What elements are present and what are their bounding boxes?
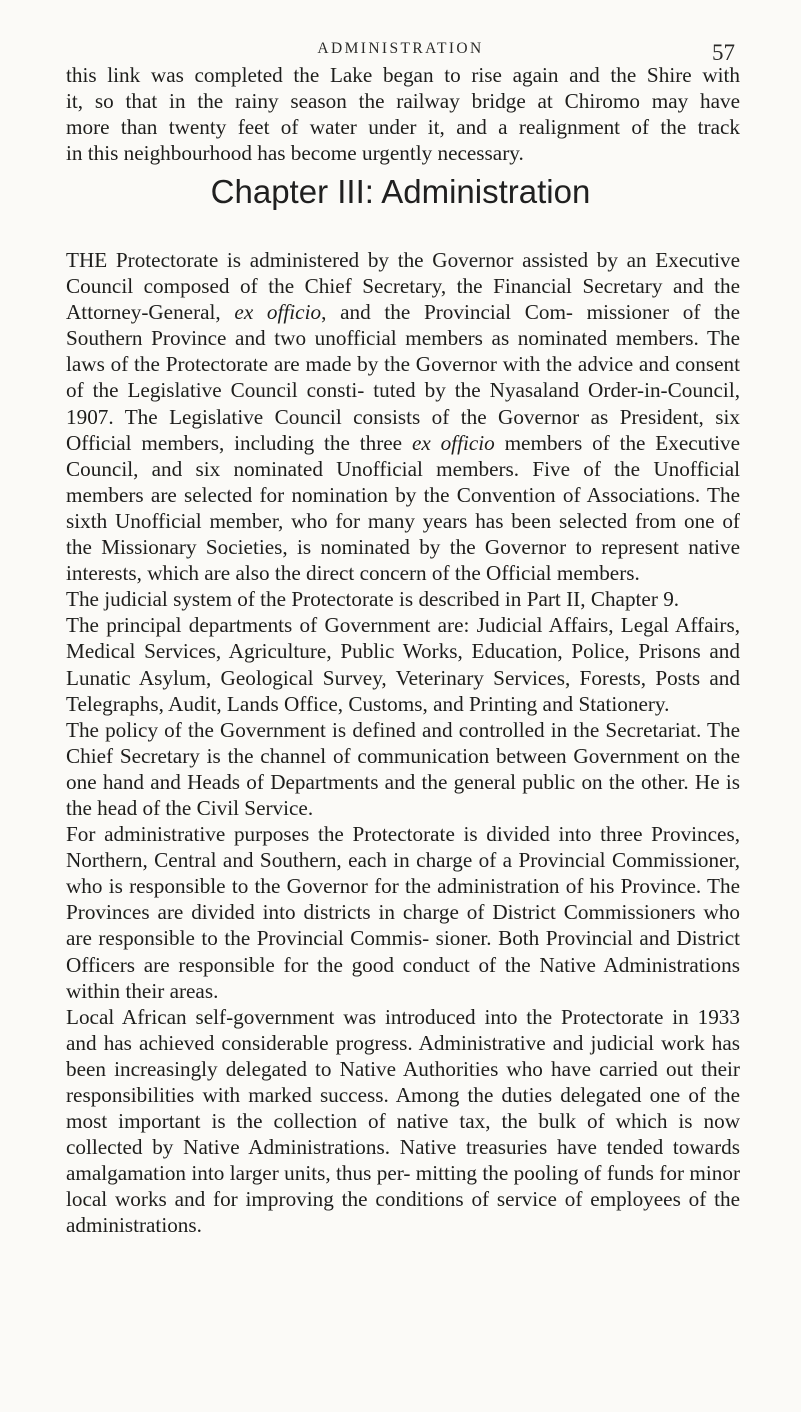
- paragraph-text: The principal departments of Government are: Judicial Affairs, Legal Affairs, Medical Services, Agriculture, Public Works, Education, Police, Prisons and Lunatic Asylum, Geological Survey, Veterinary Services, Forests, Posts and Telegraphs, Audit, Lands Office, Customs, and Printing and Stationery.: [66, 613, 740, 716]
- paragraph-text: The judicial system of the Protectorate is described in Part II, Chapter 9.: [66, 587, 680, 612]
- continuation-line: it, so that in the rainy season the railway bridge at Chiromo may have: [66, 89, 740, 114]
- chapter-body: [66, 247, 740, 1239]
- page-number: 57: [712, 40, 735, 65]
- paragraph-text: For administrative purposes the Protectorate is divided into three Provinces, Northern, Central and Southern, each in charge of a Provincial Commissioner, who is responsible to the Governor for the administration of his Province. The Provinces are divided into districts in charge of District Commissioners who are responsible to the Provincial Commis- sioner. Both Provincial and District Officers are responsible for the good conduct of the Native Administrations within their areas.: [66, 822, 740, 1003]
- continuation-line: this link was completed the Lake began to rise again and the Shire with: [66, 63, 740, 87]
- paragraph-text: The policy of the Government is defined and controlled in the Secretariat. The Chief Secretary is the channel of communication between Government on the one hand and Heads of Departments and the general public on the other. He is the head of the Civil Service.: [66, 717, 740, 820]
- body-paragraph: [66, 717, 740, 821]
- paragraph-text: THE Protectorate is administered by the Governor assisted by an Executive Council composed of the Chief Secretary, the Financial Secretary and the Attorney-General,: [66, 248, 740, 325]
- body-paragraph: [66, 586, 740, 612]
- continuation-line: more than twenty feet of water under it, and a realignment of the track: [66, 115, 740, 140]
- italic-phrase: ex officio: [411, 430, 495, 455]
- body-paragraph: [66, 1004, 740, 1239]
- running-head: ADMINISTRATION: [317, 40, 484, 57]
- body-paragraph: [66, 821, 740, 1004]
- paragraph-text: members of the Executive Council, and six nominated Unofficial members. Five of the Unofficial members are selected for nomination by the Convention of Associations. The sixth Unofficial member, who for many years has been selected from one of the Missionary Societies, is nominated by the Governor to represent native interests, which are also the direct concern of the Official members.: [66, 430, 741, 586]
- paragraph-text: Local African self-government was introduced into the Protectorate in 1933 and has achieved considerable progress. Administrative and judicial work has been increasingly delegated to Native Authorities who have carried out their responsibilities with marked success. Among the duties delegated one of the most important is the collection of native tax, the bulk of which is now collected by Native Administrations. Native treasuries have tended towards amalgamation into larger units, thus per- mitting the pooling of funds for minor local works and for improving the conditions of service of employees of the administrations.: [66, 1004, 740, 1238]
- continuation-line: in this neighbourhood has become urgently necessary.: [66, 141, 524, 166]
- continuation-paragraph: [66, 62, 740, 166]
- paragraph-text: , and the Provincial Com- missioner of the Southern Province and two unofficial members as nominated members. The laws of the Protectorate are made by the Governor with the advice and consent of the Legislative Council consti- tuted by the Nyasaland Order-in-Council, 1907. The Legislative Council consists of the Governor as President, six Official members, including the three: [66, 300, 740, 455]
- chapter-title: Chapter III: Administration: [210, 173, 591, 210]
- body-paragraph: [66, 612, 740, 716]
- body-paragraph: [66, 247, 740, 586]
- italic-phrase: ex officio: [234, 300, 322, 325]
